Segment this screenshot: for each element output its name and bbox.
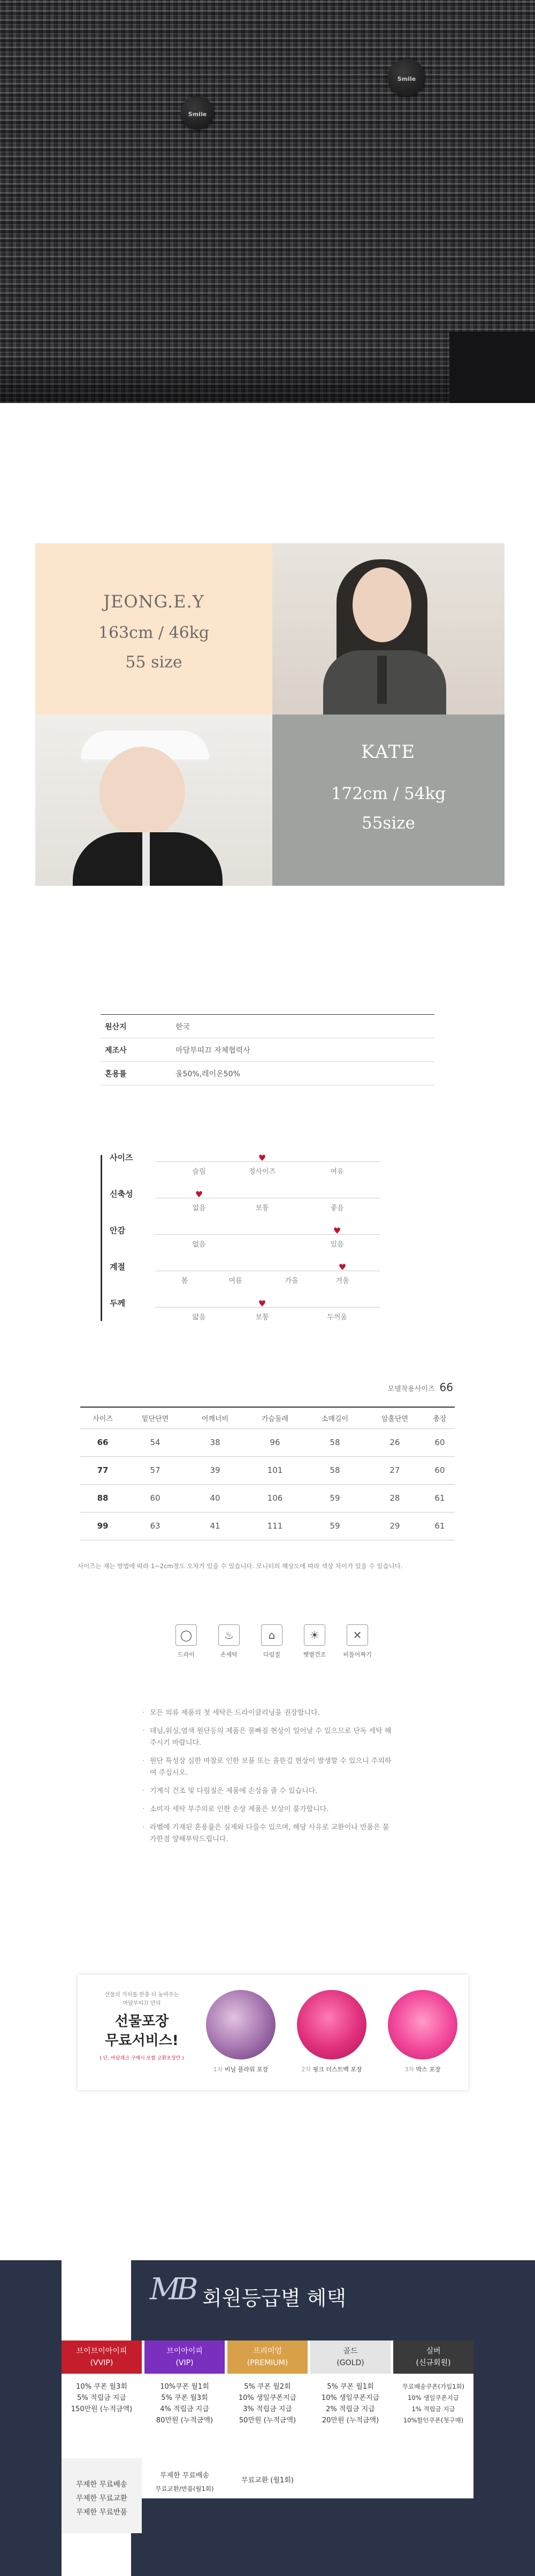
- table-cell: 61: [425, 1484, 455, 1512]
- table-cell: 39: [185, 1456, 245, 1484]
- benefit: 10% 생일쿠폰지급: [238, 2394, 297, 2402]
- table-cell: 58: [305, 1428, 365, 1456]
- heart-icon: ♥: [333, 1226, 341, 1236]
- table-row: [80, 1456, 455, 1484]
- product-info-table: [101, 1014, 434, 1085]
- feature-label: 안감: [110, 1226, 125, 1235]
- care-label: 비틀어짜기: [343, 1651, 372, 1658]
- table-cell: 63: [125, 1512, 185, 1540]
- column-header: 소매길이: [305, 1407, 365, 1428]
- feature-label: 사이즈: [110, 1153, 133, 1162]
- table-row: [80, 1512, 455, 1540]
- info-value: 마담부띠끄 자체협력사: [154, 1038, 434, 1062]
- benefit: 10%할인쿠폰(첫구매): [403, 2417, 464, 2424]
- benefit: 5% 쿠폰 월3회: [161, 2394, 208, 2402]
- table-cell: 60: [425, 1456, 455, 1484]
- size-table-header: [80, 1407, 455, 1428]
- feature-option: 정사이즈: [248, 1168, 276, 1176]
- grade-benefits-vvip: [62, 2378, 142, 2415]
- feature-option: 좋음: [330, 1204, 344, 1212]
- model-size-value: 66: [439, 1381, 453, 1394]
- size-table: [80, 1407, 455, 1540]
- benefit: 20만원 (누적금액): [322, 2417, 379, 2425]
- column-header: 사이즈: [80, 1407, 125, 1428]
- product-hero-image: [0, 0, 535, 403]
- grade-benefits-gold: [310, 2378, 391, 2426]
- heart-icon: ♥: [258, 1298, 266, 1309]
- benefit: 10% 생일쿠폰지급: [321, 2394, 380, 2402]
- care-item: [341, 1624, 373, 1667]
- table-cell: 59: [305, 1484, 365, 1512]
- jacket-button-2: [181, 96, 214, 130]
- table-cell: 99: [80, 1512, 125, 1540]
- model-info-box-2: [272, 715, 505, 886]
- feature-option: 봄: [181, 1277, 188, 1285]
- table-cell: 41: [185, 1512, 245, 1540]
- table-cell: 40: [185, 1484, 245, 1512]
- feature-label: 신축성: [110, 1189, 133, 1199]
- grade-header-vvip: [62, 2341, 142, 2374]
- gift-option-label: 비닐 플라워 포장: [224, 2066, 269, 2073]
- model-face: [353, 567, 411, 642]
- membership-section: [0, 2260, 535, 2576]
- info-label: 제조사: [101, 1038, 154, 1062]
- benefit: 4% 적립금 지급: [160, 2405, 209, 2413]
- table-cell: 38: [185, 1428, 245, 1456]
- table-cell: 58: [305, 1456, 365, 1484]
- gift-option-num: 1차: [213, 2066, 223, 2073]
- care-label: 햇볕건조: [303, 1651, 326, 1658]
- feature-option: 보통: [255, 1204, 269, 1212]
- hand-wash-icon: ♨: [218, 1624, 240, 1646]
- feature-option: 겨울: [335, 1277, 349, 1285]
- gift-line-1: 선물의 가치를 한층 더 높여주는: [104, 1992, 179, 1998]
- info-row: [101, 1015, 434, 1038]
- info-label: 혼용률: [101, 1062, 154, 1085]
- no-bleach-icon: ✕: [347, 1624, 368, 1646]
- table-cell: 111: [245, 1512, 305, 1540]
- grade-name: 브이아이피: [166, 2347, 203, 2355]
- care-item: [170, 1624, 202, 1667]
- table-cell: 88: [80, 1484, 125, 1512]
- care-note: · 모든 의류 제품의 첫 세탁은 드라이클리닝을 권장합니다.: [142, 1707, 394, 1719]
- grade-name: 프리미엄: [253, 2347, 282, 2355]
- feature-option: 여유: [330, 1168, 344, 1176]
- column-header: 어깨너비: [185, 1407, 245, 1428]
- feature-option: 두꺼움: [327, 1313, 347, 1321]
- info-row: [101, 1062, 434, 1085]
- button-engraving: Smile: [188, 111, 207, 118]
- grade-code: (VVIP): [90, 2359, 113, 2367]
- model-body: 163cm / 46kg: [98, 624, 210, 642]
- benefit: 10% 쿠폰 월3회: [76, 2383, 127, 2391]
- grade-name: 실버: [426, 2347, 441, 2355]
- benefit: 5% 쿠폰 월2회: [244, 2383, 291, 2391]
- feature-line: [155, 1234, 380, 1235]
- feature-option: 얇음: [192, 1313, 206, 1321]
- model-name: JEONG.E.Y: [103, 591, 204, 612]
- table-cell: 96: [245, 1428, 305, 1456]
- table-cell: 54: [125, 1428, 185, 1456]
- table-cell: 101: [245, 1456, 305, 1484]
- care-label: 손세탁: [220, 1651, 238, 1658]
- table-cell: 66: [80, 1428, 125, 1456]
- feature-option: 없음: [192, 1241, 206, 1249]
- grade-code: (PREMIUM): [247, 2359, 288, 2367]
- iron-icon: ⌂: [261, 1624, 282, 1646]
- feature-option: 있음: [330, 1241, 344, 1249]
- model-face: [100, 747, 185, 838]
- feature-label: 두께: [110, 1298, 125, 1308]
- grade-header-silver: [393, 2341, 473, 2374]
- benefit: 80만원 (누적금액): [156, 2417, 213, 2425]
- model-info-box-1: [35, 543, 272, 715]
- benefit: 50만원 (누적금액): [239, 2417, 296, 2425]
- grade-code: (VIP): [175, 2359, 194, 2367]
- table-cell: 26: [365, 1428, 425, 1456]
- feature-option: 가을: [285, 1277, 299, 1285]
- table-row: [80, 1484, 455, 1512]
- feature-scales: [0, 1145, 535, 1338]
- gift-option-num: 3차: [404, 2066, 415, 2073]
- grade-extra-premium: [227, 2472, 308, 2486]
- table-row: [80, 1428, 455, 1456]
- model-size: 55 size: [125, 653, 182, 672]
- benefit: 무제한 무료배송: [159, 2472, 210, 2480]
- model-photo-1: [272, 543, 505, 715]
- gift-option-num: 2차: [301, 2066, 311, 2073]
- info-label: 원산지: [101, 1015, 154, 1038]
- benefit: 10%쿠폰 월1회: [160, 2383, 209, 2391]
- care-note: · 데님,워싱,염색 원단등의 제품은 물빠짐 현상이 일어날 수 있으므로 단독 세탁 해주시기 바랍니다.: [142, 1726, 394, 1749]
- heart-icon: ♥: [338, 1262, 347, 1272]
- gift-title-2: 무료서비스!: [105, 2033, 179, 2049]
- model-size-label: 모델착용사이즈: [387, 1385, 435, 1393]
- column-header: 암홀단면: [365, 1407, 425, 1428]
- sun-dry-icon: ☀: [304, 1624, 325, 1646]
- care-note: · 소비자 세탁 부주의로 인한 손상 제품은 보상이 불가합니다.: [142, 1804, 394, 1815]
- vinyl-flower-wrap-image: [206, 1990, 276, 2060]
- care-note: · 라벨에 기재된 혼용률은 실제와 다를수 있으며, 해당 사유로 교환이나 반품은 불가한점 양해부탁드립니다.: [142, 1822, 394, 1845]
- care-label: 드라이: [178, 1651, 195, 1658]
- table-cell: 61: [425, 1512, 455, 1540]
- gift-note: ( 단, 마담체크 구매시 포함 교환포장만 ): [100, 2056, 184, 2061]
- table-cell: 60: [425, 1428, 455, 1456]
- gift-option-3: [380, 2065, 465, 2073]
- column-header: 총장: [425, 1407, 455, 1428]
- model-top-stripe: [142, 832, 150, 886]
- grade-extra-vip: [144, 2466, 225, 2495]
- care-note: · 원단 특성상 심한 마찰로 인한 보풀 또는 올뜯김 현상이 발생할 수 있으니 주의하여 주십시오.: [142, 1756, 394, 1779]
- model-size-info: [373, 1381, 453, 1394]
- membership-title: 회원등급별 혜택: [202, 2286, 347, 2310]
- table-cell: 77: [80, 1456, 125, 1484]
- gift-box-image: [388, 1990, 457, 2060]
- model-photo-2: [35, 715, 272, 886]
- info-value: 한국: [154, 1015, 434, 1038]
- gift-title-1: 선물포장: [114, 2013, 169, 2030]
- care-notes: [142, 1707, 394, 1852]
- care-note: · 기계식 건조 및 다림질은 제품에 손상을 줄 수 있습니다.: [142, 1785, 394, 1797]
- benefit: 무료배송쿠폰(가입1회): [402, 2383, 465, 2390]
- gift-option-1: [198, 2065, 284, 2073]
- table-cell: 27: [365, 1456, 425, 1484]
- benefit: 무료교환/반품(월1회): [155, 2485, 214, 2493]
- benefit: 5% 쿠폰 월1회: [327, 2383, 374, 2391]
- size-note: 사이즈는 재는 방법에 따라 1~2cm정도 오차가 있을 수 있습니다. 모니터의 해상도에 따라 색상 차이가 있을 수 있습니다.: [78, 1562, 403, 1570]
- benefit: 1% 적립금 지급: [411, 2405, 455, 2413]
- care-item: [299, 1624, 331, 1667]
- feature-axis: [101, 1155, 102, 1321]
- benefit: 150만원 (누적금액): [71, 2405, 133, 2413]
- table-cell: 29: [365, 1512, 425, 1540]
- table-cell: 59: [305, 1512, 365, 1540]
- care-item: [213, 1624, 245, 1667]
- care-label: 다림질: [263, 1651, 280, 1658]
- table-cell: 57: [125, 1456, 185, 1484]
- dry-clean-icon: ◯: [175, 1624, 197, 1646]
- gift-line-2: 마담부띠끄 만의: [123, 2001, 161, 2007]
- heart-icon: ♥: [195, 1189, 203, 1199]
- heart-icon: ♥: [258, 1153, 266, 1163]
- gift-option-label: 핑크 더스트백 포장: [312, 2066, 362, 2073]
- table-cell: 28: [365, 1484, 425, 1512]
- grade-benefits-silver: [393, 2378, 473, 2426]
- info-row: [101, 1038, 434, 1062]
- grade-benefits-vip: [144, 2378, 225, 2426]
- grade-extra-vvip: [62, 2474, 142, 2519]
- info-value: 울50%,레이온50%: [154, 1062, 434, 1085]
- benefit: 5% 적립금 지급: [77, 2394, 126, 2402]
- grade-name: 브이브이아이피: [76, 2347, 127, 2355]
- care-icons: [170, 1624, 373, 1667]
- feature-option: 없음: [192, 1204, 206, 1212]
- benefit: 무료교환 (월1회): [241, 2476, 294, 2484]
- benefit: 10% 생일쿠폰지급: [408, 2394, 459, 2402]
- feature-option: 보통: [255, 1313, 269, 1321]
- grade-code: (신규회원): [416, 2359, 451, 2367]
- benefit: 무제한 무료배송: [76, 2480, 127, 2489]
- model-body: 172cm / 54kg: [331, 784, 446, 803]
- table-cell: 60: [125, 1484, 185, 1512]
- grade-header-vip: [144, 2341, 225, 2374]
- model-name: KATE: [361, 741, 416, 763]
- benefit: 무제한 무료교환: [76, 2494, 127, 2503]
- feature-option: 여름: [228, 1277, 242, 1285]
- grade-header-gold: [310, 2341, 391, 2374]
- model-zipper: [377, 656, 387, 704]
- care-item: [256, 1624, 288, 1667]
- gift-wrap-banner: [78, 1975, 468, 2090]
- pink-dustbag-image: [297, 1990, 366, 2060]
- gift-option-2: [289, 2065, 374, 2073]
- hero-dark-corner: [449, 332, 535, 403]
- benefit: 3% 적립금 지급: [243, 2405, 292, 2413]
- benefit: 2% 적립금 지급: [326, 2405, 375, 2413]
- button-engraving: Smile: [397, 75, 416, 82]
- grade-code: (GOLD): [337, 2359, 364, 2367]
- benefit: 무제한 무료반품: [76, 2508, 127, 2517]
- feature-option: 슬림: [192, 1168, 206, 1176]
- model-size: 55size: [362, 814, 415, 833]
- grade-benefits-premium: [227, 2378, 308, 2426]
- column-header: 가슴둘레: [245, 1407, 305, 1428]
- column-header: 밑단단면: [125, 1407, 185, 1428]
- feature-label: 계절: [110, 1262, 125, 1272]
- grade-name: 골드: [343, 2347, 358, 2355]
- table-cell: 106: [245, 1484, 305, 1512]
- grade-header-premium: [227, 2341, 308, 2374]
- gift-option-label: 박스 포장: [416, 2066, 441, 2073]
- brand-logo: MB: [150, 2272, 194, 2307]
- jacket-button-1: [388, 59, 425, 96]
